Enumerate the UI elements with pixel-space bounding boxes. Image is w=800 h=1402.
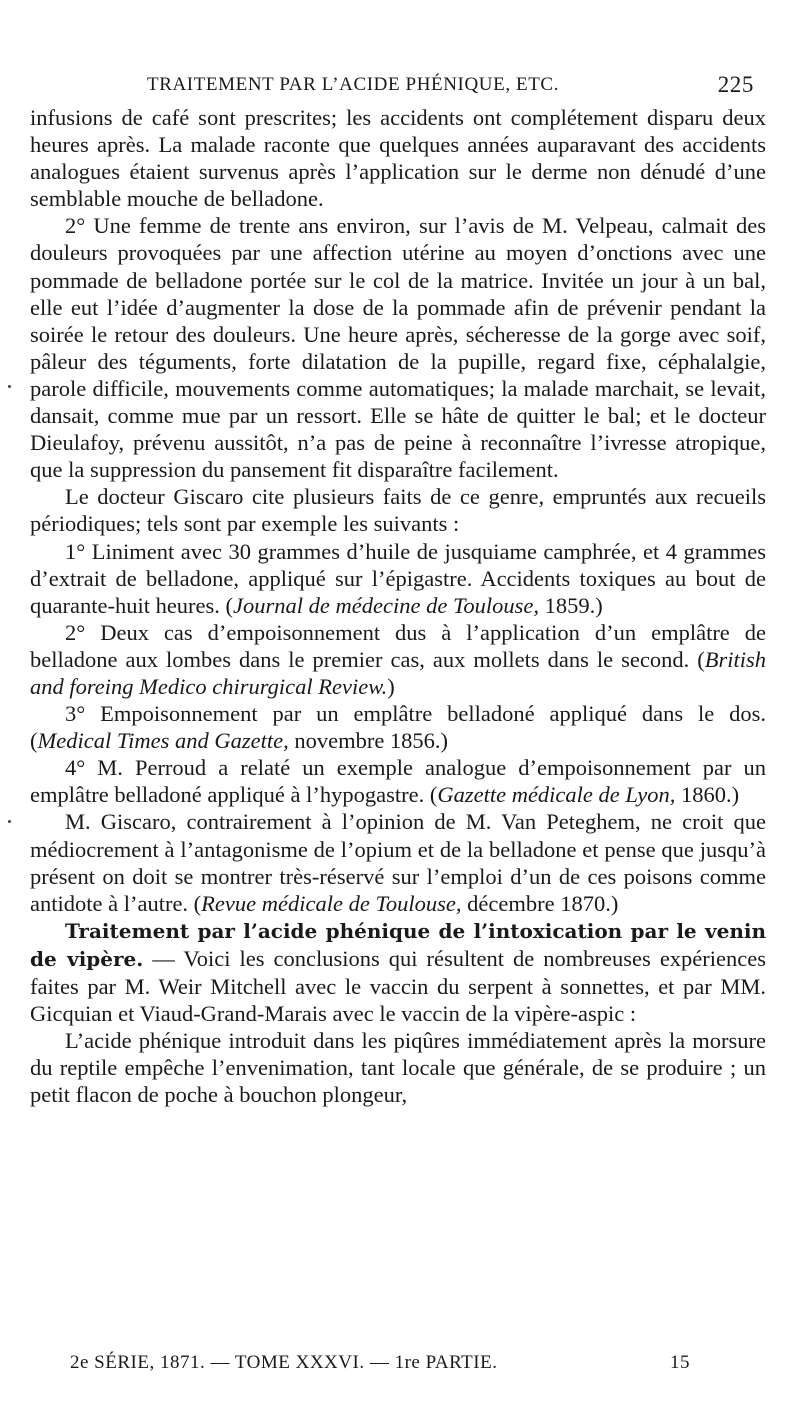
page-number: 225 bbox=[717, 72, 754, 97]
running-title: TRAITEMENT PAR L’ACIDE PHÉNIQUE, ETC. bbox=[147, 74, 560, 95]
paragraph-case-2: 2° Une femme de trente ans environ, sur l’avis de M. Velpeau, calmait des douleurs provoquées par une affection utérine au moyen d’onctions avec une pommade de belladone portée sur le col de la matrice. Invitée un jour à un bal, elle eut l’idée d’augmenter la dose de la pommade afin de prévenir pendant la soirée le retour des douleurs. Une heure après, sécheresse de la gorge avec soif, pâleur des téguments, forte dilatation de la pupille, regard fixe, céphalalgie, parole difficile, mouvements comme automatiques; la malade marchait, se levait, dansait, comme mue par un ressort. Elle se hâte de quitter le bal; et le docteur Dieulafoy, prévenu aussitôt, n’a pas de peine à reconnaître l’ivresse atropique, que la suppression du pansement fit disparaître facilement. bbox=[30, 213, 766, 483]
footer-series: 2e SÉRIE, 1871. — TOME XXXVI. — 1re PARTIE. bbox=[70, 1352, 498, 1373]
citation-source: Gazette médicale de Lyon, bbox=[437, 782, 676, 808]
paragraph-continuation: infusions de café sont prescrites; les accidents ont complétement disparu deux heures après. La malade raconte que quelques années auparavant des accidents analogues étaient survenus après l’application sur le derme non dénudé d’une semblable mouche de belladone. bbox=[30, 105, 766, 212]
paragraph-giscaro-opinion bbox=[30, 808, 766, 916]
citation-source: Revue médicale de Toulouse, bbox=[201, 890, 462, 916]
paragraph-text: M. Giscaro, contrairement à l’opinion de M. Van Peteghem, ne croit que médiocrement à l’antagonisme de l’opium et de la belladone et pense que jusqu’à présent on doit se montrer très-réservé sur l’emploi d’un de ces poisons comme antidote à l’autre. ( bbox=[30, 809, 766, 916]
citation-text: 4° M. Perroud a relaté un exemple analogue d’empoisonnement par un emplâtre belladoné appliqué à l’hypogastre. ( bbox=[30, 755, 766, 808]
running-header bbox=[30, 62, 766, 104]
citation-end: 1860.) bbox=[675, 782, 740, 808]
citation-source: British and foreing Medico chirurgical Review. bbox=[30, 646, 766, 699]
citation-source: Journal de médecine de Toulouse, bbox=[233, 592, 540, 618]
citation-text: 3° Empoisonnement par un emplâtre belladoné appliqué dans le dos. ( bbox=[30, 701, 766, 754]
citation-text: 2° Deux cas d’empoisonnement dus à l’application d’un emplâtre de belladone aux lombes dans le premier cas, aux mollets dans le second. ( bbox=[30, 619, 766, 672]
footer-signature: 15 bbox=[670, 1352, 690, 1373]
paragraph-giscaro-intro: Le docteur Giscaro cite plusieurs faits de ce genre, empruntés aux recueils périodiques; tels sont par exemple les suivants : bbox=[30, 484, 766, 537]
paragraph-citation-3 bbox=[30, 700, 766, 754]
citation-end: décembre 1870.) bbox=[461, 890, 619, 916]
citation-source: Medical Times and Gazette, bbox=[37, 728, 289, 754]
paragraph-citation-2 bbox=[30, 619, 766, 700]
paragraph-section-venin bbox=[30, 917, 766, 1027]
citation-end: novembre 1856.) bbox=[288, 728, 449, 754]
citation-end: ) bbox=[387, 673, 395, 699]
citation-end: 1859.) bbox=[539, 592, 603, 618]
document-page bbox=[30, 62, 766, 1108]
body-text bbox=[30, 104, 766, 1108]
paragraph-citation-4 bbox=[30, 754, 766, 808]
paragraph-citation-1 bbox=[30, 538, 766, 619]
paragraph-acide-phenique: L’acide phénique introduit dans les piqûres immédiatement après la morsure du reptile empêche l’envenimation, tant locale que générale, de se produire ; un petit flacon de poche à bouchon plongeur, bbox=[30, 1028, 766, 1108]
margin-speck bbox=[8, 820, 11, 823]
section-heading: Traitement par l’acide phénique de l’intoxication par le venin de vipère. bbox=[30, 918, 766, 971]
citation-text: 1° Liniment avec 30 grammes d’huile de jusquiame camphrée, et 4 grammes d’extrait de belladone, appliqué sur l’épigastre. Accidents toxiques au bout de quarante-huit heures. ( bbox=[30, 538, 766, 618]
margin-speck bbox=[8, 385, 11, 388]
paragraph-text: — Voici les conclusions qui résultent de nombreuses expériences faites par M. Weir Mitchell avec le vaccin du serpent à sonnettes, et par MM. Gicquian et Viaud-Grand-Marais avec le vaccin de la vipère-aspic : bbox=[30, 945, 766, 1027]
